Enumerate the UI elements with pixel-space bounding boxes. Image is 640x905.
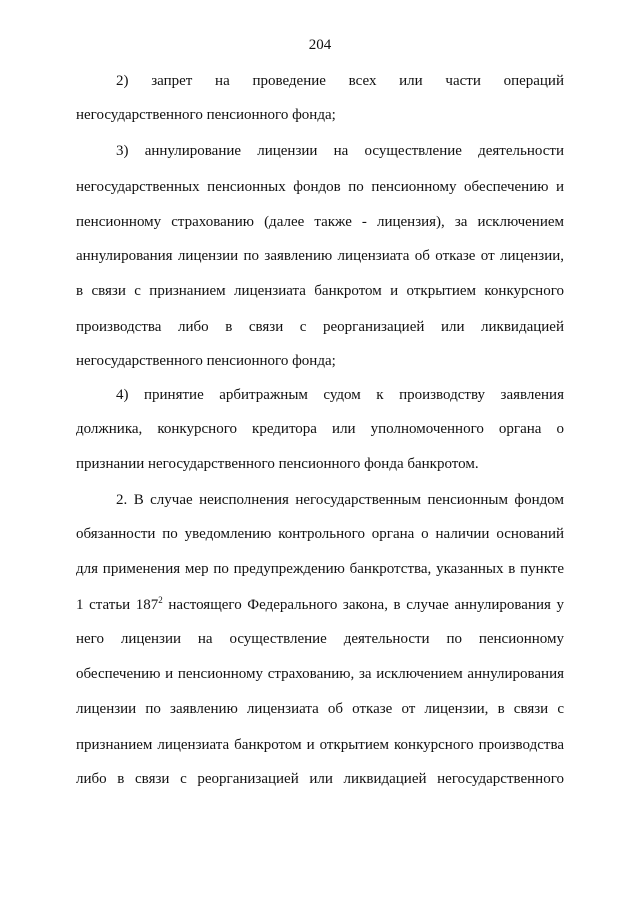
superscript: 2 [158,595,163,605]
text-line: негосударственных пенсионных фондов по пенсионному обеспечению и [76,179,564,195]
text-line-with-superscript [76,596,564,614]
text-line: признании негосударственного пенсионного фонда банкротом. [76,456,479,472]
text-line: обязанности по уведомлению контрольного органа о наличии оснований [76,526,564,542]
text-line: производства либо в связи с реорганизацией или ликвидацией [76,319,564,335]
text-line: аннулирования лицензии по заявлению лицензиата об отказе от лицензии, [76,248,564,264]
text-line: него лицензии на осуществление деятельности по пенсионному [76,631,564,647]
text-line: негосударственного пенсионного фонда; [76,353,336,369]
text-line: обеспечению и пенсионному страхованию, за исключением аннулирования [76,666,564,682]
text-line: пенсионному страхованию (далее также - лицензия), за исключением [76,214,564,230]
text-line: для применения мер по предупреждению банкротства, указанных в пункте [76,561,564,577]
text-line: 2. В случае неисполнения негосударственным пенсионным фондом [116,492,564,508]
text-line: в связи с признанием лицензиата банкротом и открытием конкурсного [76,283,564,299]
text-segment: 1 статьи 187 [76,597,159,613]
text-line: 3) аннулирование лицензии на осуществление деятельности [116,143,564,159]
text-line: 2) запрет на проведение всех или части операций [116,73,564,89]
text-line: лицензии по заявлению лицензиата об отказе от лицензии, в связи с [76,701,564,717]
text-line: признанием лицензиата банкротом и открытием конкурсного производства [76,737,564,753]
page-number: 204 [308,37,332,53]
text-line: либо в связи с реорганизацией или ликвидацией негосударственного [76,771,564,787]
text-line: негосударственного пенсионного фонда; [76,107,336,123]
text-line: 4) принятие арбитражным судом к производству заявления [116,387,564,403]
text-line: должника, конкурсного кредитора или уполномоченного органа о [76,421,564,437]
text-segment: настоящего Федерального закона, в случае аннулирования у [162,597,565,613]
